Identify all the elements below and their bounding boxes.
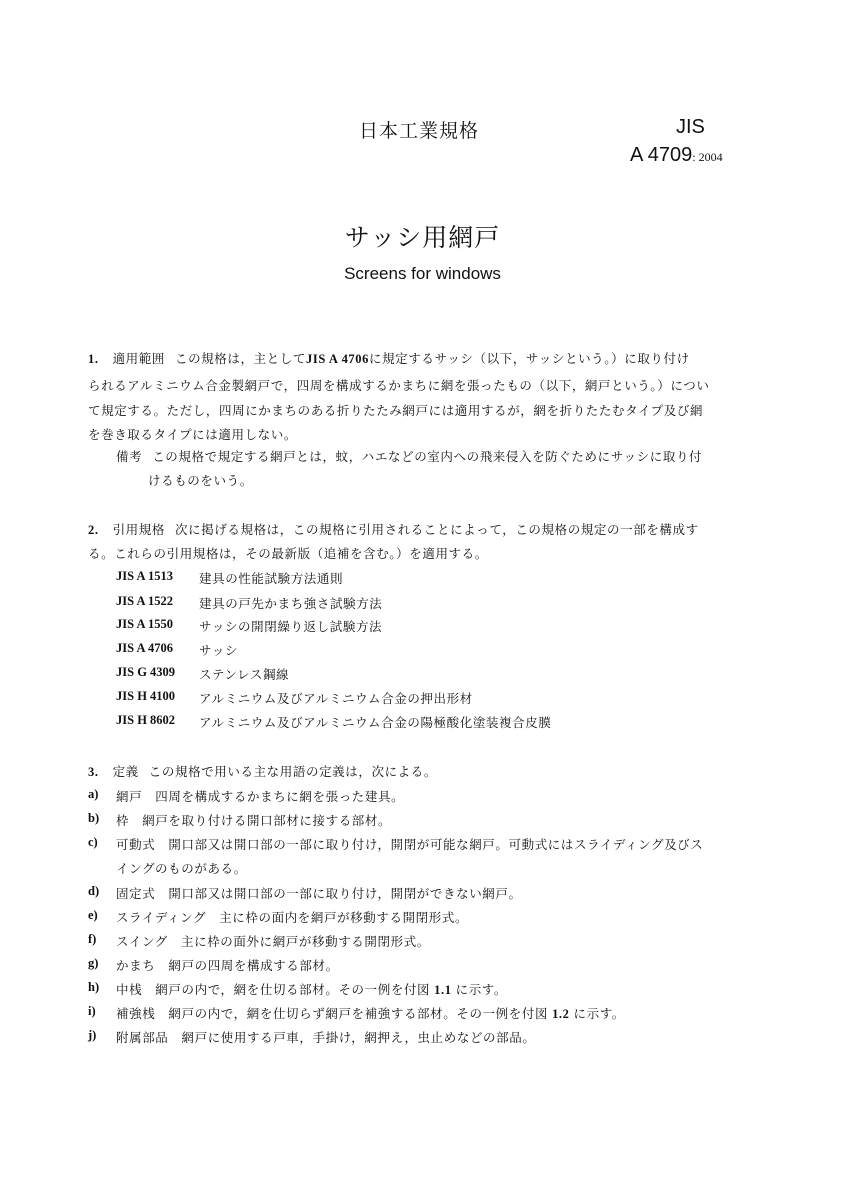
- def-text: 枠 網戸を取り付ける開口部材に接する部材。: [116, 813, 392, 828]
- ref-code: JIS A 1522: [116, 594, 173, 608]
- def-text: スイング 主に枠の面外に網戸が移動する開閉形式。: [116, 934, 430, 949]
- def-label: d): [88, 884, 100, 898]
- section3-intro: この規格で用いる主な用語の定義は，次による。: [148, 764, 437, 779]
- ref-code: JIS A 1550: [116, 617, 173, 631]
- section3-heading: 定義: [112, 764, 139, 779]
- section1-text: この規格は，主として: [174, 351, 306, 366]
- def-label: h): [88, 980, 100, 994]
- section1-ref: JIS A 4706: [306, 352, 369, 366]
- def-label: i): [88, 1004, 96, 1018]
- note-text: この規格で規定する網戸とは，蚊，ハエなどの室内への飛来侵入を防ぐためにサッシに取り付: [152, 449, 703, 464]
- def-text: [116, 1004, 625, 1022]
- section2-number: 2.: [88, 523, 99, 537]
- def-text: 附属部品 網戸に使用する戸車，手掛け，網押え，虫止めなどの部品。: [116, 1030, 536, 1045]
- page-title: サッシ用網戸: [344, 223, 501, 252]
- def-text: 網戸 四周を構成するかまちに網を張った建具。: [116, 789, 405, 804]
- ref-title: 建具の性能試験方法通則: [199, 571, 344, 586]
- figure-ref: 1.2: [552, 1007, 570, 1021]
- figure-ref: 1.1: [434, 983, 452, 997]
- section1-line4: を巻き取るタイプには適用しない。: [88, 427, 297, 442]
- page-subtitle: Screens for windows: [344, 264, 501, 283]
- def-text-cont: イングのものがある。: [116, 861, 247, 876]
- def-text-body: 補強桟 網戸の内で，網を仕切らず網戸を補強する部材。その一例を付図: [116, 1006, 549, 1021]
- section1-line2: られるアルミニウム合金製網戸で，四周を構成するかまちに網を張ったもの（以下，網戸という。）につい: [88, 378, 710, 393]
- section2-line2: る。これらの引用規格は，その最新版（追補を含む。）を適用する。: [88, 546, 488, 561]
- def-label: f): [88, 932, 97, 946]
- ref-code: JIS G 4309: [116, 665, 176, 679]
- def-label: a): [88, 787, 99, 801]
- section1-note: [116, 447, 796, 465]
- ref-code: JIS A 1513: [116, 569, 173, 583]
- def-label: g): [88, 956, 99, 970]
- def-text: [116, 980, 507, 998]
- ref-code: JIS H 4100: [116, 689, 176, 703]
- section1-heading: 適用範囲: [112, 351, 165, 366]
- standard-name: 日本工業規格: [359, 120, 480, 142]
- ref-title: アルミニウム及びアルミニウム合金の陽極酸化塗装複合皮膜: [199, 715, 552, 730]
- def-text-body: 中桟 網戸の内で，網を仕切る部材。その一例を付図: [116, 982, 431, 997]
- ref-code: JIS H 8602: [116, 713, 176, 727]
- ref-title: 建具の戸先かまち強さ試験方法: [199, 596, 383, 611]
- section2-text: 次に掲げる規格は，この規格に引用されることによって，この規格の規定の一部を構成す: [174, 522, 699, 537]
- section2-heading: 引用規格: [112, 522, 165, 537]
- ref-code: JIS A 4706: [116, 641, 173, 655]
- def-label: j): [88, 1028, 97, 1042]
- def-text: 可動式 開口部又は開口部の一部に取り付け，開閉が可能な網戸。可動式にはスライディング及びス: [116, 837, 704, 852]
- section1-number: 1.: [88, 352, 99, 366]
- ref-title: サッシの開閉繰り返し試験方法: [199, 619, 383, 634]
- def-label: c): [88, 835, 98, 849]
- def-label: e): [88, 908, 98, 922]
- section1-text: に規定するサッシ（以下，サッシという。）に取り付け: [368, 351, 690, 366]
- def-label: b): [88, 811, 100, 825]
- def-text: 固定式 開口部又は開口部の一部に取り付け，開閉ができない網戸。: [116, 886, 522, 901]
- section2-line1: [88, 520, 768, 538]
- ref-title: サッシ: [199, 643, 239, 658]
- standard-number: [630, 144, 723, 167]
- section1-note-cont: けるものをいう。: [148, 473, 253, 488]
- section1-line3: て規定する。ただし，四周にかまちのある折りたたみ網戸には適用するが，網を折りたたむタイプ及び網: [88, 403, 704, 418]
- section1-line1: [88, 349, 768, 367]
- def-text: スライディング 主に枠の面内を網戸が移動する開閉形式。: [116, 910, 469, 925]
- jis-label: JIS: [676, 116, 705, 138]
- ref-title: アルミニウム及びアルミニウム合金の押出形材: [199, 691, 473, 706]
- standard-code: A 4709: [630, 144, 693, 166]
- section3-line1: [88, 762, 768, 780]
- standard-year: : 2004: [692, 150, 723, 164]
- def-text-tail: に示す。: [573, 1006, 625, 1021]
- def-text: かまち 網戸の四周を構成する部材。: [116, 958, 339, 973]
- section3-number: 3.: [88, 765, 99, 779]
- ref-title: ステンレス鋼線: [199, 667, 290, 682]
- def-text-tail: に示す。: [455, 982, 507, 997]
- note-label: 備考: [116, 449, 143, 464]
